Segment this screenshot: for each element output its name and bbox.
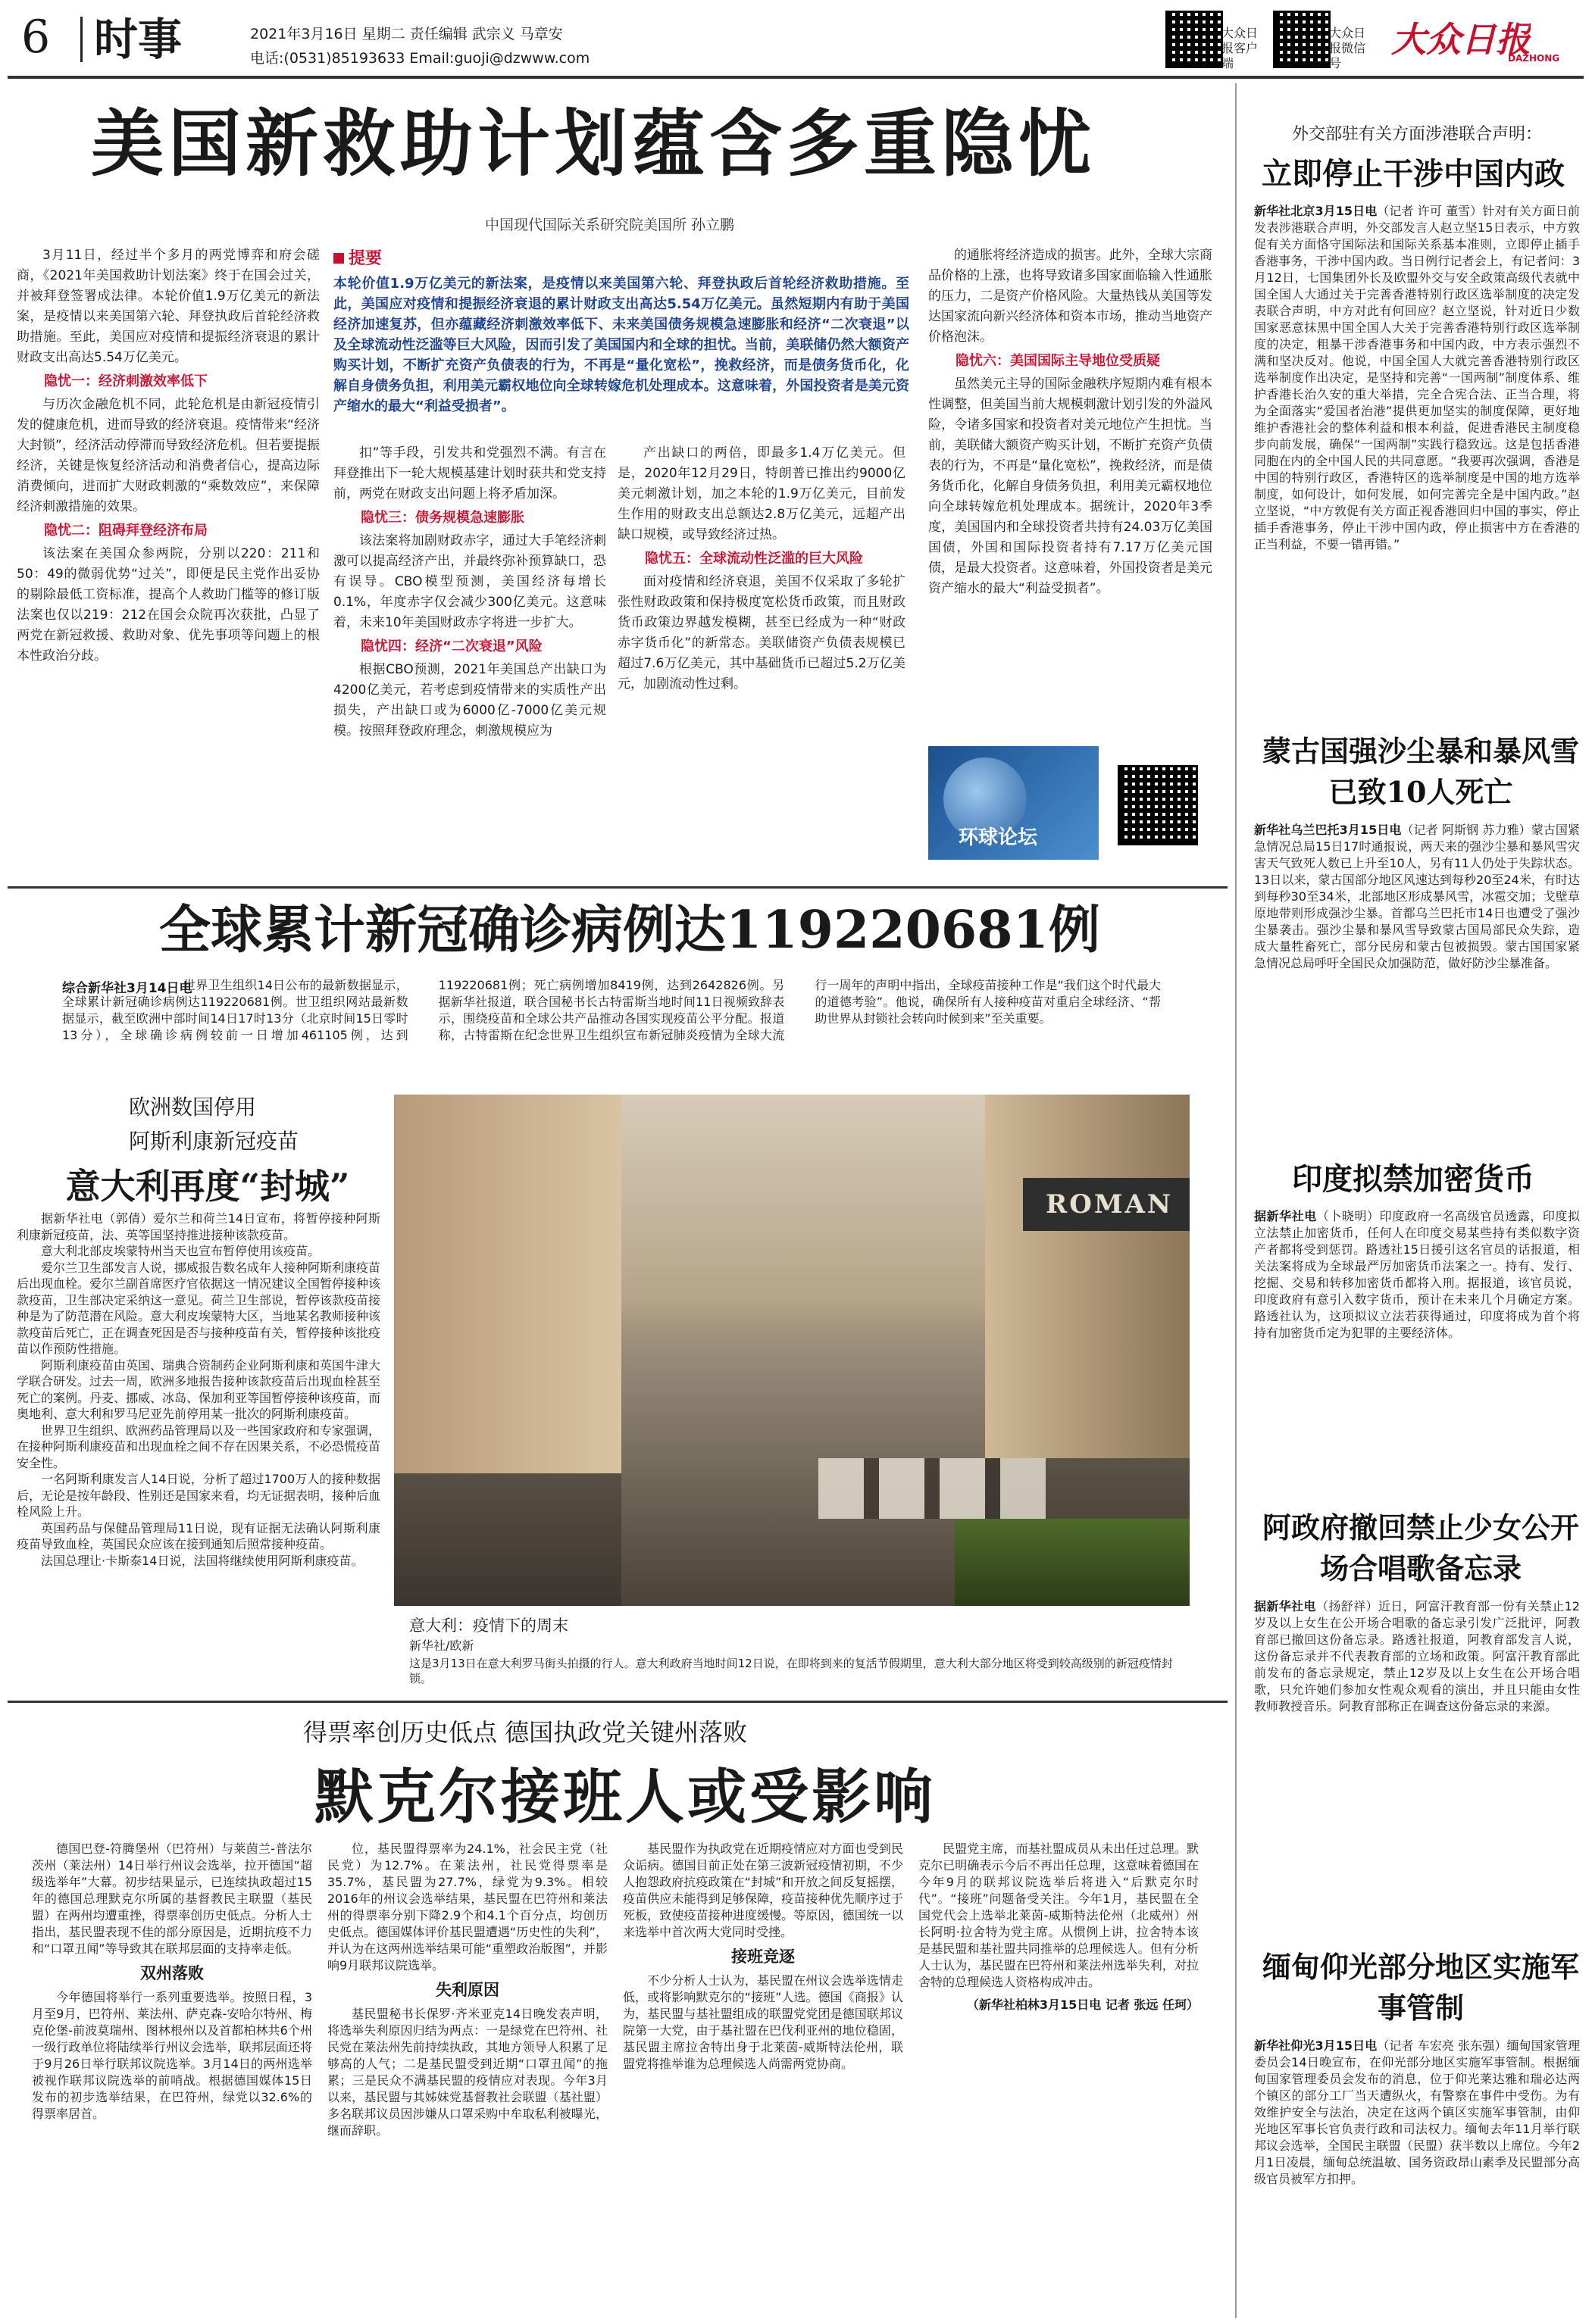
sidebar-mongolia-title: 蒙古国强沙尘暴和暴风雪已致10人死亡 bbox=[1262, 734, 1579, 809]
app-qr-code[interactable] bbox=[1165, 11, 1223, 68]
app-qr-caption: 大众日报客户端 bbox=[1221, 26, 1259, 70]
sidebar-india-title: 印度拟禁加密货币 bbox=[1292, 1161, 1534, 1197]
shop-sign: ROMAN bbox=[1046, 1189, 1173, 1220]
building-right bbox=[985, 1095, 1190, 1458]
contact-line: 电话:(0531)85193633 Email:guoji@dzwww.com bbox=[250, 50, 590, 67]
summary-label: 提要 bbox=[333, 245, 909, 269]
summary-text: 本轮价值1.9万亿美元的新法案，是疫情以来美国第六轮、拜登执政后首轮经济救助措施。至此，美国应对疫情和提振经济衰退的累计财政支出高达5.54万亿美元。虽然短期内有助于美国经济加速复苏，但亦蕴藏经济刺激效率低下、未来美国债务规模急速膨胀和经济“二次衰退”以及全球流动性泛滥等巨大风险，因而引发了美国国内和全球的担忧。当前，美联储仍然大额资产购买计划，不断扩充资产负债表的行为，不再是“量化宽松”，挽救经济，而是债务货币化，化解自身债务负担，利用美元霸权地位向全球转嫁危机处理成本。这意味着，外国投资者是美元资产缩水的最大“利益受损者”。 bbox=[333, 276, 909, 414]
section-name: 时事 bbox=[94, 14, 183, 65]
page-header bbox=[0, 0, 1592, 76]
germany-kicker: 得票率创历史低点 德国执政党关键州落败 bbox=[303, 1718, 748, 1747]
forum-badge bbox=[928, 746, 1099, 860]
main-article-col3: 产出缺口的两倍，即最多1.4万亿美元。但是，2020年12月29日，特朗普已推出约9000亿美元刺激计划，加之本轮的1.9万亿美元，目前发生作用的财政支出总额达2.8万亿美元，远超产出缺口规模，或导致经济过热。 隐忧五：全球流动性泛滥的巨大风险 面对疫情和经济衰退，美国不仅采取了多轮扩张性财政政策和保持极度宽松货币政策，而且财政货币政策边界越发模糊，甚至已经成为一种“财政赤字货币化”的新常态。美联储资产负债表规模已超过7.6万亿美元，其中基础货币已超过5.2万亿美元，加剧流动性过剩。 bbox=[618, 445, 905, 692]
header-rule bbox=[8, 76, 1584, 79]
italy-kicker2: 阿斯利康新冠疫苗 bbox=[129, 1129, 299, 1154]
germany-dateline: （新华社柏林3月15日电 记者 张远 任珂） bbox=[966, 1998, 1199, 2012]
building-left bbox=[394, 1095, 621, 1473]
sidebar-india-body: 据新华社电（卜晓明）印度政府一名高级官员透露，印度拟立法禁止加密货币，任何人在印度交易某些持有类似数字资产者都将受到惩罚。路透社15日援引这名官员的话报道，相关法案将成为全球最严厉加密货币法案之一。持有、发行、挖掘、交易和转移加密货币都将入刑。据报道，该官员说，印度政府有意引入数字货币，预计在未来几个月确定方案。路透社认为，这项拟议立法若获得通过，印度将成为首个将持有加密货币定为犯罪的主要经济体。 bbox=[1254, 1209, 1580, 1340]
summary-box bbox=[333, 245, 909, 435]
date-line: 2021年3月16日 星期二 责任编辑 武宗义 马章安 bbox=[250, 26, 563, 42]
germany-col1: 德国巴登-符腾堡州（巴符州）与莱茵兰-普法尔茨州（莱法州）14日举行州议会选举，拉开德国“超级选举年”大幕。初步结果显示，已连续执政超过15年的德国总理默克尔所属的基督教民主联盟（基民盟）在两州均遭重挫，得票率创历史低点。分析人士指出，基民盟表现不佳的部分原因是，近期抗疫不力和“口罩丑闻”等导致其在联邦层面的支持率走低。 双州落败 今年德国将举行一系列重要选举。按照日程，3月至9月，巴符州、莱法州、萨克森-安哈尔特州、梅克伦堡-前波莫瑞州、图林根州以及首都柏林共6个州一级行政单位将陆续举行州议会选举，联邦层面还将于9月26日举行联邦议院选举。3月14日的两州选举被视作联邦议院选举的前哨战。根据德国媒体15日发布的初步选举结果，在巴符州，绿党以32.6%的得票率居首。 bbox=[32, 1841, 312, 2121]
covid-dateline: 综合新华社3月14日电 bbox=[62, 981, 192, 996]
cafe-tables bbox=[818, 1458, 1046, 1519]
germany-col4: 民盟党主席，而基社盟成员从未出任过总理。默克尔已明确表示今后不再出任总理，这意味着德国在今年9月的联邦议院选举后将进入“后默克尔时代”。“接班”问题备受关注。今年1月，基民盟在全国党代会上选举北莱茵-威斯特法伦州（北威州）州长阿明·拉舍特为党主席。从惯例上讲，拉舍特本该是基民盟和基社盟共同推举的总理候选人。但有分析人士认为，基民盟在巴符州和莱法州选举失利，对拉舍特的总理候选人资格构成冲击。 （新华社柏林3月15日电 记者 张远 任珂） bbox=[918, 1841, 1199, 2012]
newspaper-logo: 大众日报 bbox=[1391, 19, 1531, 60]
germany-col3: 基民盟作为执政党在近期疫情应对方面也受到民众诟病。德国目前正处在第三波新冠疫情初期，不少人抱怨政府抗疫政策在“封城”和开放之间反复摇摆，疫苗供应未能得到足够保障，疫苗接种优先顺序过于死板，致使疫苗接种进度缓慢。等原因，德国统一以来选举中首次两大党同时受挫。 接班竞逐 不少分析人士认为，基民盟在州议会选举选情走低，或将影响默克尔的“接班”人选。德国《商报》认为，基民盟与基社盟组成的联盟党党团是德国联邦议院第一大党，由于基社盟在巴伐利亚州的地位稳固，基民盟主席拉舍特出身于北莱茵-威斯特法伦州，联盟党将推举谁为总理候选人尚需两党协商。 bbox=[623, 1841, 903, 2071]
italy-title: 意大利再度“封城” bbox=[65, 1166, 350, 1207]
main-article-col1: 3月11日，经过半个多月的两党博弈和府会磋商，《2021年美国救助计划法案》终于在国会过关，并被拜登签署成法律。本轮价值1.9万亿美元的新法案，是疫情以来美国第六轮、拜登执政后首轮经济救助措施。至此，美国应对疫情和提振经济衰退的累计财政支出高达5.54万亿美元。 隐忧一：经济刺激效率低下 与历次金融危机不同，此轮危机是由新冠疫情引发的健康危机，进而导致的经济衰退。疫情带来“经济大封锁”，经济活动停滞而导致经济危机。但若要提振经济，关键是恢复经济活动和消费者信心，提高边际消费倾向，进而扩大财政刺激的“乘数效应”，来保障经济刺激措施的效果。 隐忧二：阻碍拜登经济布局 该法案在美国众参两院，分别以220：211和50：49的微弱优势“过关”，即便是民主党作出妥协的剔除最低工资标准，提高个人救助门槛等的修订版法案也仅以219：212在国会众院再次获批，凸显了两党在新冠救援、救助对象、优先事项等问题上的根本性政治分歧。 bbox=[17, 248, 320, 664]
sidebar-afghan-body: 据新华社电（扬舒祥）近日，阿富汗教育部一份有关禁止12岁及以上女生在公开场合唱歌的备忘录引发广泛批评，阿教育部已撤回这份备忘录。路透社报道，阿教育部发言人说，这份备忘录并不代表教育部的立场和政策。阿富汗教育部此前发布的备忘录规定，禁止12岁及以上女生在公开场合唱歌，只允许她们参加女性观众观看的演出，并且只能由女性教师教授音乐。阿教育部称正在调查这份备忘录的来源。 bbox=[1254, 1599, 1580, 1713]
main-article-col2: 扣”等手段，引发共和党强烈不满。有言在拜登推出下一轮大规模基建计划时获共和党支持前，两党在财政支出问题上将矛盾加深。 隐忧三：债务规模急速膨胀 该法案将加剧财政赤字，通过大手笔经济刺激可以提高经济产出，并最终弥补预算缺口，恐有误导。CBO模型预测，美国经济每增长0.1%，年度赤字仅会减少300亿美元。这意味着，未来10年美国财政赤字将进一步扩大。 隐忧四：经济“二次衰退”风险 根据CBO预测，2021年美国总产出缺口为4200亿美元，若考虑到疫情带来的实质性产出损失，产出缺口或为6000亿-7000亿美元规模。按照拜登政府理念，刺激规模应为 bbox=[333, 445, 606, 739]
italy-kicker1: 欧洲数国停用 bbox=[129, 1095, 257, 1120]
photo-caption-credit: 新华社/欧新 bbox=[409, 1638, 474, 1653]
sidebar-mongolia-body: 新华社乌兰巴托3月15日电（记者 阿斯钢 苏力雅）蒙古国紧急情况总局15日17时通报说，两天来的强沙尘暴和暴风雪灾害天气致死人数已上升至10人，另有11人仍处于失踪状态。13日以来，蒙古国部分地区风速达到每秒20至24米，有时达到每秒30至34米，北部地区形成暴风雪，冰雹交加；戈壁草原地带则形成强沙尘暴。首都乌兰巴托市14日也遭受了强沙尘暴袭击。强沙尘暴和暴风雪导致蒙古国局部民众失踪，造成大量牲畜死亡，部分民房和蒙古包被损毁。蒙古国国家紧急情况总局呼吁全国民众加强防范，做好防沙尘暴准备。 bbox=[1254, 823, 1580, 970]
main-article-col4: 的通胀将经济造成的损害。此外，全球大宗商品价格的上涨，也将导致诸多国家面临输入性通胀的压力，二是资产价格风险。大量热钱从美国等发达国家流向新兴经济体和资本市场，推动当地资产价格泡沫。 隐忧六：美国国际主导地位受质疑 虽然美元主导的国际金融秩序短期内难有根本性调整，但美国当前大规模刺激计划引发的外溢风险，令诸多国家和投资者对美元地位产生担忧。当前，美联储大额资产购买计划，不断扩充资产负债表的行为，不再是“量化宽松”，挽救经济，而是债务货币化，化解自身债务负担，利用美元霸权地位向全球转嫁危机处理成本。据统计，2020年3季度，美国国内和全球投资者共持有24.03万亿美国国债，外国和国际投资者持有7.17万亿美元国债，是最大投资者。这意味着，外国投资者是美元资产缩水的最大“利益受损者”。 bbox=[928, 248, 1212, 596]
italy-text: 据新华社电（郭倩）爱尔兰和荷兰14日宣布，将暂停接种阿斯利康新冠疫苗，法、英等国坚持推进接种该款疫苗。 意大利北部皮埃蒙特州当天也宣布暂停使用该疫苗。 爱尔兰卫生部发言人说，挪威报告数名成年人接种阿斯利康疫苗后出现血栓。爱尔兰副首席医疗官依据这一情况建议全国暂停接种该款疫苗，卫生部决定采纳这一意见。荷兰卫生部说，暂停该款疫苗接种是为了防范潜在风险。意大利皮埃蒙特大区，当地某名教师接种该款疫苗后死亡，正在调查死因是否与接种疫苗有关，暂停接种该批疫苗以作预防性措施。 阿斯利康疫苗由英国、瑞典合资制药企业阿斯利康和英国牛津大学联合研发。过去一周，欧洲多地报告接种该款疫苗后出现血栓甚至死亡的案例。丹麦、挪威、冰岛、保加利亚等国暂停接种该疫苗，而奥地利、意大利和罗马尼亚先前停用某一批次的阿斯利康疫苗。 世界卫生组织、欧洲药品管理局以及一些国家政府和专家强调，在接种阿斯利康疫苗和出现血栓之间不存在因果关系，不必恐慌疫苗安全性。 一名阿斯利康发言人14日说，分析了超过1700万人的接种数据后，无论是按年龄段、性别还是国家来看，均无证据表明，接种后血栓风险上升。 英国药品与保健品管理局11日说，现有证据无法确认阿斯利康疫苗导致血栓，英国民众应该在接到通知后照常接种疫苗。 法国总理让·卡斯泰14日说，法国将继续使用阿斯利康疫苗。 bbox=[17, 1211, 380, 1568]
germany-col2: 位，基民盟得票率为24.1%，社会民主党（社民党）为12.7%。在莱法州，社民党得票率是35.7%，基民盟为27.7%，绿党为9.3%。相较2016年的州议会选举结果，基民盟在巴符州和莱法州的得票率分别下降2.9个和4.1个百分点，均创历史低点。德国媒体评价基民盟遭遇“历史性的失利”，并认为在这两州选举结果可能“重塑政治版图”，并影响9月联邦议院选举。 失利原因 基民盟秘书长保罗·齐米亚克14日晚发表声明，将选举失利原因归结为两点：一是绿党在巴符州、社民党在莱法州先前持续执政，其地方领导人积累了足够高的人气；二是基民盟受到近期“口罩丑闻”的拖累；三是民众不满基民盟的疫情应对表现。今年3月以来，基民盟与其姊妹党基督教社会联盟（基社盟）多名联邦议员因涉嫌从口罩采购中牟取私利被曝光，继而辞职。 bbox=[327, 1841, 608, 2138]
page-number: 6 bbox=[21, 11, 51, 64]
germany-title: 默克尔接班人或受影响 bbox=[314, 1763, 936, 1832]
main-article-byline: 中国现代国际关系研究院美国所 孙立鹏 bbox=[485, 217, 735, 233]
photo-caption-title: 意大利：疫情下的周末 bbox=[409, 1616, 568, 1635]
italy-bottom-rule bbox=[8, 1701, 1228, 1703]
wechat-qr-caption: 大众日报微信号 bbox=[1329, 26, 1366, 70]
forum-qr-code[interactable] bbox=[1118, 765, 1198, 845]
sidebar-divider bbox=[1235, 83, 1237, 2318]
wechat-qr-code[interactable] bbox=[1273, 11, 1331, 68]
main-bottom-rule bbox=[8, 886, 1228, 889]
sidebar-hk-body: 新华社北京3月15日电（记者 许可 董雪）针对有关方面日前发表涉港联合声明，外交部发言人赵立坚15日表示，中方敦促有关方面恪守国际法和国际关系基本准则，立即停止插手香港事务，干涉中国内政。当日例行记者会上，有记者问：3月12日，七国集团外长及欧盟外交与安全政策高级代表就中国全国人大通过关于完善香港特别行政区选举制度的决定发表联合声明，中方对此有何回应？赵立坚说，针对近日少数国家恶意抹黑中国全国人大关于完善香港特别行政区选举制度的决定，粗暴干涉香港事务和中国内政，中方表示强烈不满和坚决反对。他说，中国全国人大就完善香港特别行政区选举制度作出决定，是坚持和完善“一国两制”制度体系、维护香港长治久安的重大举措，完全合宪合法、正当合理，将为全面落实“爱国者治港”提供更加坚实的制度保障，更好地维护香港社会的整体利益和根本利益，促进香港民主制度稳步向前发展，确保“一国两制”实践行稳致远。这是包括香港同胞在内的全中国人民的共同意愿。“我要再次强调，香港是中国的特别行政区，香港特区的选举制度是中国的地方选举制度，如何设计，如何发展，如何完善完全是中国内政。”赵立坚说，“中方敦促有关方面正视香港回归中国的事实，停止插手香港事务，停止干涉中国内政，停止损害中方在香港的正当利益，不要一错再错。” bbox=[1254, 204, 1580, 551]
newspaper-logo-sub: DAZHONG bbox=[1508, 53, 1560, 64]
forum-label: 环球论坛 bbox=[959, 826, 1038, 849]
main-article-title: 美国新救助计划蕴含多重隐忧 bbox=[91, 101, 1096, 186]
covid-article-text: 世界卫生组织14日公布的最新数据显示，全球累计新冠确诊病例达119220681例。世卫组织网站最新数据显示，截至欧洲中部时间14日17时13分（北京时间15日零时13分），全球确诊病例较前一日增加461105例，达到119220681例；死亡病例增加8419例，达到2642826例。另据新华社报道，联合国秘书长古特雷斯当地时间11日视频致辞表示，围绕疫苗和全球公共产品推动各国实现疫苗公平分配。报道称，古特雷斯在纪念世界卫生组织宣布新冠肺炎疫情为全球大流行一周年的声明中指出，全球疫苗接种工作是“我们这个时代最大的道德考验”。他说，确保所有人接种疫苗对重启全球经济、“帮助世界从封锁社会转向时候到来”至关重要。 bbox=[62, 978, 1161, 1042]
sidebar-myanmar-body: 新华社仰光3月15日电（记者 车宏亮 张东强）缅甸国家管理委员会14日晚宣布，在仰光部分地区实施军事管制。根据缅甸国家管理委员会发布的消息，位于仰光莱达雅和瑞必达两个镇区的部分工厂当天遭纵火，有警察在事件中受伤。为有效维护安全与法治，决定在这两个镇区实施军事管制，由仰光地区军事长官负责行政和司法权力。缅甸去年11月举行联邦议会选举，全国民主联盟（民盟）获半数以上席位。今年2月1日凌晨，缅甸总统温敏、国务资政昂山素季及民盟部分高级官员被军方扣押。 bbox=[1254, 2038, 1580, 2186]
sidebar-afghan-title: 阿政府撤回禁止少女公开场合唱歌备忘录 bbox=[1262, 1510, 1579, 1585]
covid-article-title: 全球累计新冠确诊病例达119220681例 bbox=[159, 900, 1100, 961]
header-divider bbox=[80, 17, 83, 62]
street-photo bbox=[394, 1095, 1190, 1606]
planter bbox=[955, 1519, 1190, 1606]
sidebar-hk-title: 立即停止干涉中国内政 bbox=[1262, 156, 1565, 192]
sidebar-myanmar-title: 缅甸仰光部分地区实施军事管制 bbox=[1262, 1950, 1579, 2025]
photo-caption-text: 这是3月13日在意大利罗马街头拍摄的行人。意大利政府当地时间12日说，在即将到来的复活节假期里，意大利大部分地区将受到较高级别的新冠疫情封锁。 bbox=[409, 1657, 1173, 1685]
sidebar-hk-kicker: 外交部驻有关方面涉港联合声明： bbox=[1291, 125, 1542, 144]
